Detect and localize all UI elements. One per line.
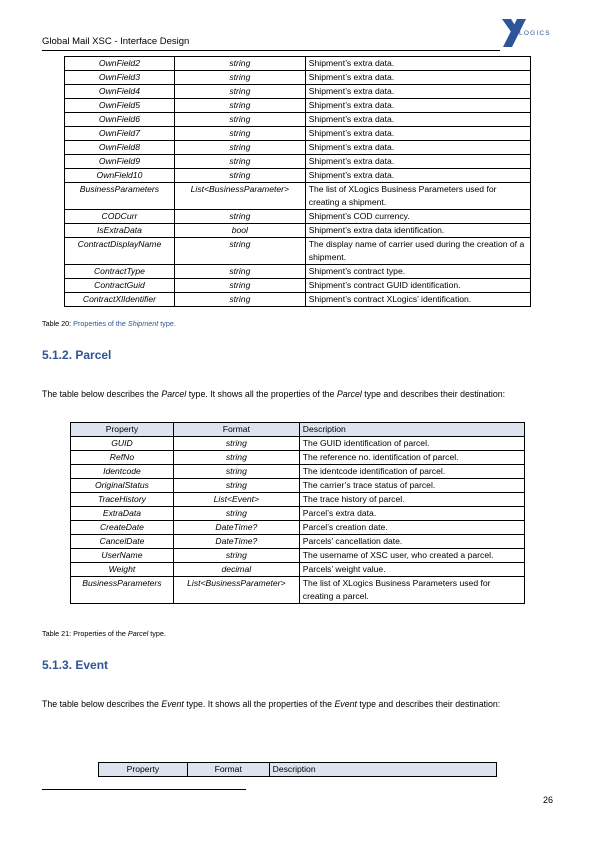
property-cell: OwnField7: [65, 127, 175, 141]
description-cell: Parcel’s creation date.: [299, 521, 524, 535]
table-row: [71, 437, 525, 451]
property-cell: CODCurr: [65, 210, 175, 224]
property-cell: ContractType: [65, 265, 175, 279]
table-row: [65, 85, 531, 99]
table-caption: Table 21: Properties of the Parcel type.: [42, 629, 166, 638]
format-cell: string: [174, 141, 305, 155]
description-cell: Parcels’ cancellation date.: [299, 535, 524, 549]
document-title: Global Mail XSC - Interface Design: [42, 36, 190, 47]
table-row: [65, 113, 531, 127]
table-row: [71, 577, 525, 604]
format-cell: string: [174, 85, 305, 99]
format-cell: List<BusinessParameter>: [173, 577, 299, 604]
property-cell: BusinessParameters: [71, 577, 174, 604]
property-cell: OwnField10: [65, 169, 175, 183]
column-header: Format: [187, 763, 269, 777]
table-row: [65, 210, 531, 224]
footer-rule: [42, 789, 246, 790]
property-cell: ContractGuid: [65, 279, 175, 293]
property-cell: UserName: [71, 549, 174, 563]
description-cell: The reference no. identification of parcel.: [299, 451, 524, 465]
property-cell: OwnField5: [65, 99, 175, 113]
description-cell: Shipment’s extra data.: [305, 155, 530, 169]
header-rule: [42, 50, 500, 51]
property-cell: ContractDisplayName: [65, 238, 175, 265]
description-cell: The identcode identification of parcel.: [299, 465, 524, 479]
format-cell: string: [174, 71, 305, 85]
property-cell: TraceHistory: [71, 493, 174, 507]
svg-text:LOGICS: LOGICS: [519, 30, 551, 37]
format-cell: string: [174, 99, 305, 113]
table-header-row: [99, 763, 497, 777]
property-cell: ExtraData: [71, 507, 174, 521]
format-cell: string: [173, 507, 299, 521]
table-row: [71, 451, 525, 465]
property-cell: OwnField4: [65, 85, 175, 99]
page-number: 26: [542, 795, 553, 805]
table-row: [71, 493, 525, 507]
format-cell: string: [174, 127, 305, 141]
description-cell: The display name of carrier used during the creation of a shipment.: [305, 238, 530, 265]
table-row: [65, 238, 531, 265]
event-intro-paragraph: The table below describes the Event type. It shows all the properties of the Event type and describes their destination:: [42, 699, 501, 709]
table-row: [65, 141, 531, 155]
property-cell: OwnField9: [65, 155, 175, 169]
column-header: Property: [71, 423, 174, 437]
format-cell: string: [174, 113, 305, 127]
description-cell: Parcels’ weight value.: [299, 563, 524, 577]
description-cell: The trace history of parcel.: [299, 493, 524, 507]
column-header: Description: [299, 423, 524, 437]
property-cell: Weight: [71, 563, 174, 577]
format-cell: string: [174, 169, 305, 183]
format-cell: string: [174, 265, 305, 279]
format-cell: string: [173, 451, 299, 465]
description-cell: Shipment’s extra data.: [305, 99, 530, 113]
table-row: [65, 183, 531, 210]
property-cell: RefNo: [71, 451, 174, 465]
table-row: [71, 521, 525, 535]
property-cell: CreateDate: [71, 521, 174, 535]
format-cell: DateTime?: [173, 535, 299, 549]
parcel-intro-paragraph: The table below describes the Parcel type. It shows all the properties of the Parcel type and describes their destination:: [42, 389, 506, 399]
table-row: [65, 169, 531, 183]
description-cell: The username of XSC user, who created a parcel.: [299, 549, 524, 563]
description-cell: Shipment’s contract GUID identification.: [305, 279, 530, 293]
table-row: [71, 549, 525, 563]
xlogics-logo: [498, 17, 554, 49]
property-cell: ContractXlIdentifier: [65, 293, 175, 307]
format-cell: decimal: [173, 563, 299, 577]
table-row: [71, 507, 525, 521]
table-row: [65, 293, 531, 307]
parcel-properties-table: [70, 422, 525, 604]
format-cell: string: [174, 238, 305, 265]
table-row: [65, 279, 531, 293]
format-cell: DateTime?: [173, 521, 299, 535]
table-row: [65, 224, 531, 238]
description-cell: Shipment’s extra data.: [305, 127, 530, 141]
property-cell: BusinessParameters: [65, 183, 175, 210]
table-caption: Table 20: Properties of the Shipment type.: [42, 319, 176, 328]
description-cell: Shipment’s contract XLogics’ identification.: [305, 293, 530, 307]
description-cell: Shipment’s COD currency.: [305, 210, 530, 224]
column-header: Property: [99, 763, 188, 777]
description-cell: Shipment’s extra data.: [305, 141, 530, 155]
property-cell: GUID: [71, 437, 174, 451]
property-cell: Identcode: [71, 465, 174, 479]
table-row: [71, 563, 525, 577]
section-heading-event: 5.1.3. Event: [42, 658, 109, 672]
property-cell: IsExtraData: [65, 224, 175, 238]
description-cell: The GUID identification of parcel.: [299, 437, 524, 451]
table-row: [65, 99, 531, 113]
description-cell: Shipment’s extra data.: [305, 71, 530, 85]
description-cell: The carrier’s trace status of parcel.: [299, 479, 524, 493]
table-row: [65, 155, 531, 169]
table-row: [65, 57, 531, 71]
format-cell: List<Event>: [173, 493, 299, 507]
property-cell: OwnField2: [65, 57, 175, 71]
event-properties-table: [98, 762, 497, 777]
table-row: [65, 265, 531, 279]
property-cell: CancelDate: [71, 535, 174, 549]
format-cell: string: [173, 549, 299, 563]
property-cell: OwnField3: [65, 71, 175, 85]
shipment-properties-table: [64, 56, 531, 307]
table-row: [65, 127, 531, 141]
format-cell: string: [174, 155, 305, 169]
description-cell: Shipment’s extra data.: [305, 57, 530, 71]
format-cell: string: [173, 479, 299, 493]
description-cell: Shipment’s extra data.: [305, 113, 530, 127]
property-cell: OwnField8: [65, 141, 175, 155]
table-header-row: [71, 423, 525, 437]
format-cell: string: [174, 57, 305, 71]
description-cell: Shipment’s extra data.: [305, 169, 530, 183]
format-cell: string: [174, 293, 305, 307]
table-row: [65, 71, 531, 85]
property-cell: OwnField6: [65, 113, 175, 127]
description-cell: Shipment’s extra data.: [305, 85, 530, 99]
column-header: Description: [269, 763, 496, 777]
table-row: [71, 465, 525, 479]
format-cell: List<BusinessParameter>: [174, 183, 305, 210]
format-cell: string: [174, 279, 305, 293]
description-cell: The list of XLogics Business Parameters used for creating a parcel.: [299, 577, 524, 604]
format-cell: bool: [174, 224, 305, 238]
section-heading-parcel: 5.1.2. Parcel: [42, 348, 112, 362]
table-row: [71, 479, 525, 493]
description-cell: Shipment’s extra data identification.: [305, 224, 530, 238]
description-cell: Parcel’s extra data.: [299, 507, 524, 521]
description-cell: Shipment’s contract type.: [305, 265, 530, 279]
property-cell: OriginalStatus: [71, 479, 174, 493]
table-row: [71, 535, 525, 549]
description-cell: The list of XLogics Business Parameters used for creating a shipment.: [305, 183, 530, 210]
format-cell: string: [174, 210, 305, 224]
format-cell: string: [173, 465, 299, 479]
column-header: Format: [173, 423, 299, 437]
format-cell: string: [173, 437, 299, 451]
